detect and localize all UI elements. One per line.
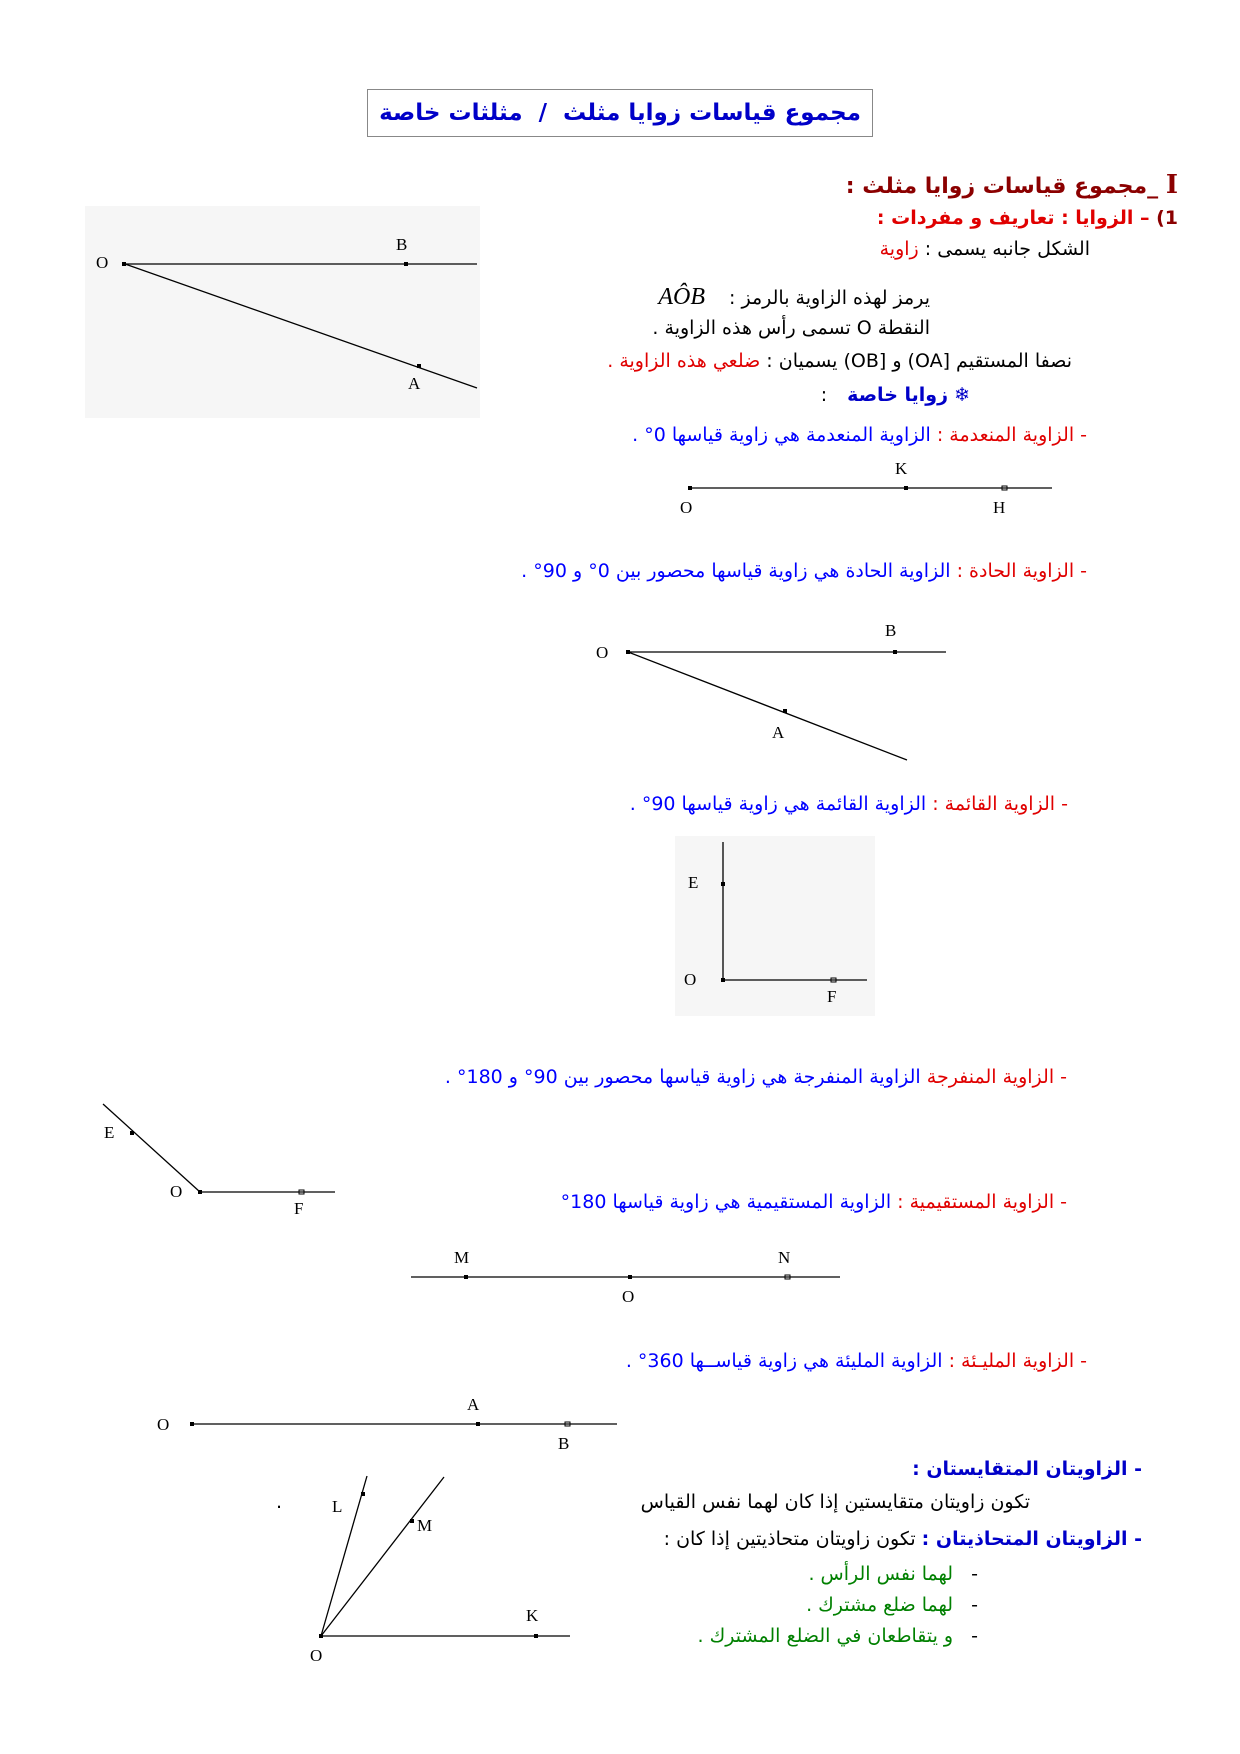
right-angle-name: - الزاوية القائمة : — [932, 793, 1068, 815]
label-b: B — [396, 235, 408, 254]
special-heading-text: زوايا خاصة — [847, 384, 949, 406]
title-part1: مجموع قياسات زوايا مثلث — [563, 100, 861, 126]
angle-word: زاوية — [879, 238, 919, 260]
condition-text: لهما نفس الرأس . — [808, 1563, 954, 1585]
point-m — [410, 1519, 414, 1523]
vertex-line: النقطة O تسمى رأس هذه الزاوية . — [652, 317, 930, 339]
label-o: O — [170, 1182, 183, 1201]
bullet: - — [971, 1594, 978, 1616]
null-angle-name: - الزاوية المنعدمة : — [936, 424, 1087, 446]
stray-dot: . — [276, 1491, 283, 1513]
label-o: O — [684, 970, 697, 989]
point-l — [361, 1492, 365, 1496]
adjacent-angles-definition: تكون زاويتان متحاذيتين إذا كان : — [663, 1528, 916, 1550]
label-o: O — [680, 498, 693, 517]
point-o — [319, 1634, 323, 1638]
ray-ol — [321, 1476, 367, 1636]
label-a: A — [772, 723, 785, 742]
label-o: O — [596, 643, 609, 662]
full-angle-name: - الزاوية المليـئة : — [948, 1350, 1087, 1372]
section-number: I — [1165, 170, 1178, 200]
label-a: A — [467, 1395, 480, 1414]
label-k: K — [526, 1606, 539, 1625]
label-b: B — [558, 1434, 570, 1453]
title-part2: مثلثات خاصة — [379, 100, 523, 126]
symbol-text: يرمز لهذه الزاوية بالرمز : — [729, 287, 930, 309]
equal-angles-definition: تكون زاويتان متقايستين إذا كان لهما نفس القياس — [640, 1491, 1030, 1513]
shape-called-text: الشكل جانبه يسمى : — [924, 238, 1090, 260]
obtuse-angle-definition: الزاوية المنفرجة هي زاوية قياسها محصور بين 90° و 180° . — [444, 1066, 921, 1088]
condition-text: و يتقاطعان في الضلع المشترك . — [697, 1625, 954, 1647]
label-m: M — [454, 1248, 470, 1267]
null-angle-definition: الزاوية المنعدمة هي زاوية قياسها 0° . — [632, 424, 931, 446]
label-n: N — [778, 1248, 791, 1267]
label-o: O — [310, 1646, 323, 1665]
right-angle-definition: الزاوية القائمة هي زاوية قياسها 90° . — [629, 793, 927, 815]
title-separator: / — [538, 100, 548, 126]
adjacent-angles-heading: - الزاويتان المتحاذيتان : — [921, 1528, 1142, 1550]
label-o: O — [622, 1287, 635, 1306]
subsection-title: – الزوايا : تعاريف و مفردات : — [876, 207, 1150, 229]
section-title: _مجموع قياسات زوايا مثلث : — [845, 174, 1159, 199]
label-e: E — [104, 1123, 115, 1142]
label-l: L — [332, 1497, 343, 1516]
label-h: H — [993, 498, 1006, 517]
rays-text: نصفا المستقيم [OA) و [OB) يسميان : — [766, 350, 1072, 372]
full-angle-definition: الزاوية المليئة هي زاوية قياســها 360° . — [625, 1350, 943, 1372]
label-f: F — [294, 1199, 304, 1218]
angle-symbol: AÔB — [658, 284, 705, 310]
snowflake-icon: ❄ — [954, 384, 970, 406]
label-e: E — [688, 873, 699, 892]
obtuse-angle-name: - الزاوية المنفرجة — [926, 1066, 1067, 1088]
label-b: B — [885, 621, 897, 640]
straight-angle-definition: الزاوية المستقيمية هي زاوية قياسها 180° — [560, 1191, 892, 1213]
point-k — [534, 1634, 538, 1638]
subsection-number: 1) — [1156, 207, 1178, 229]
label-k: K — [895, 459, 908, 478]
special-colon: : — [820, 384, 828, 406]
straight-angle-name: - الزاوية المستقيمية : — [897, 1191, 1067, 1213]
condition-text: لهما ضلع مشترك . — [806, 1594, 954, 1616]
label-a: A — [408, 374, 421, 393]
label-o: O — [96, 253, 109, 272]
bullet: - — [971, 1625, 978, 1647]
bullet: - — [971, 1563, 978, 1585]
equal-angles-heading: - الزاويتان المتقايستان : — [912, 1458, 1142, 1480]
acute-angle-name: - الزاوية الحادة : — [956, 560, 1087, 582]
label-m: M — [417, 1516, 433, 1535]
label-o: O — [157, 1415, 170, 1434]
label-f: F — [827, 987, 837, 1006]
acute-angle-definition: الزاوية الحادة هي زاوية قياسها محصور بين 0° و 90° . — [521, 560, 951, 582]
rays-name: ضلعي هذه الزاوية . — [607, 350, 761, 372]
